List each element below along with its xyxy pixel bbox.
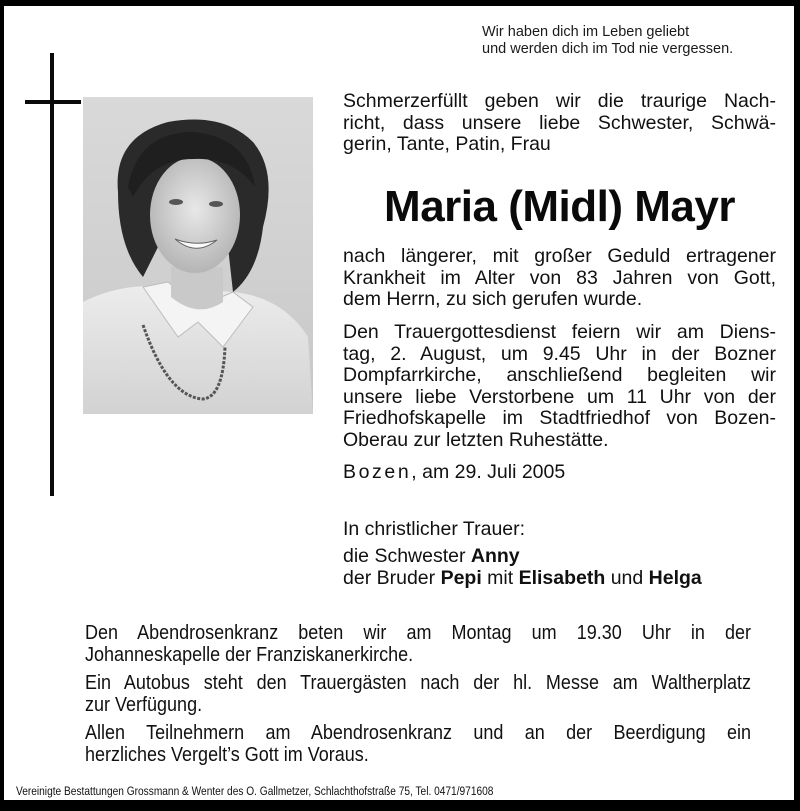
rosary-notice <box>85 622 751 666</box>
christian-cross-icon-bar <box>25 100 81 104</box>
service-line: Oberau zur letzten Ruhestätte. <box>343 428 609 451</box>
mourner-name: Pepi <box>440 566 482 589</box>
date: , am 29. Juli 2005 <box>411 461 566 483</box>
mourner-line <box>343 546 702 568</box>
death-line: Krankheit im Alter von 83 Jahren von Gott, <box>343 266 776 289</box>
thanks-notice <box>85 722 751 766</box>
service-line: Den Trauergottesdienst feiern wir am Diens- <box>343 321 776 343</box>
mourners-list <box>343 546 702 589</box>
mourner-relation: der Bruder <box>343 566 441 589</box>
notice-line: zur Verfügung. <box>85 694 203 716</box>
mourner-name: Helga <box>648 566 702 589</box>
mourner-name: Elisabeth <box>518 566 606 589</box>
funeral-home-footer: Vereinigte Bestattungen Grossmann & Wenter des O. Gallmetzer, Schlachthofstraße 75, Tel. 0471/971608 <box>16 784 494 798</box>
mourners-label: In christlicher Trauer: <box>343 518 526 540</box>
notice-line: Allen Teilnehmern am Abendrosenkranz und an der Beerdigung ein <box>85 722 751 744</box>
intro-line: Schmerzerfüllt geben wir die traurige Nach- <box>343 90 776 112</box>
place-and-date <box>343 461 565 483</box>
death-line: nach längerer, mit großer Geduld ertragener <box>343 245 776 267</box>
service-line: unsere liebe Verstorbene um 11 Uhr von der <box>343 385 776 408</box>
service-line: tag, 2. August, um 9.45 Uhr in der Bozner <box>343 342 776 365</box>
christian-cross-icon <box>50 53 54 496</box>
mourner-connector: und <box>605 566 649 589</box>
motto-line-2: und werden dich im Tod nie vergessen. <box>482 41 734 57</box>
death-paragraph <box>343 246 776 311</box>
notice-line: Ein Autobus steht den Trauergästen nach der hl. Messe am Waltherplatz <box>85 672 751 694</box>
mourner-name: Anny <box>470 545 520 567</box>
notice-line: herzliches Vergelt’s Gott im Voraus. <box>85 744 369 766</box>
notice-line: Den Abendrosenkranz beten wir am Montag um 19.30 Uhr in der <box>85 622 751 644</box>
memorial-motto <box>482 24 733 58</box>
intro-line: richt, dass unsere liebe Schwester, Schwä- <box>343 111 776 134</box>
death-line: dem Herrn, zu sich gerufen wurde. <box>343 288 643 311</box>
portrait-illustration <box>83 97 313 414</box>
intro-line: gerin, Tante, Patin, Frau <box>343 133 551 156</box>
mourner-line <box>343 568 702 590</box>
obituary-notice <box>4 6 794 800</box>
bus-notice <box>85 672 751 716</box>
notice-line: Johanneskapelle der Franziskanerkirche. <box>85 644 414 666</box>
funeral-service-paragraph <box>343 322 776 452</box>
service-line: Friedhofskapelle im Stadtfriedhof von Bozen- <box>343 407 776 430</box>
portrait-photo <box>83 97 313 414</box>
place: Bozen <box>343 461 412 483</box>
mourner-relation: die Schwester <box>343 545 471 567</box>
motto-line-1: Wir haben dich im Leben geliebt <box>482 24 690 40</box>
intro-paragraph <box>343 91 776 156</box>
mourner-connector: mit <box>481 566 519 589</box>
service-line: Dompfarrkirche, anschließend begleiten wir <box>343 364 776 387</box>
deceased-name: Maria (Midl) Mayr <box>384 182 735 231</box>
